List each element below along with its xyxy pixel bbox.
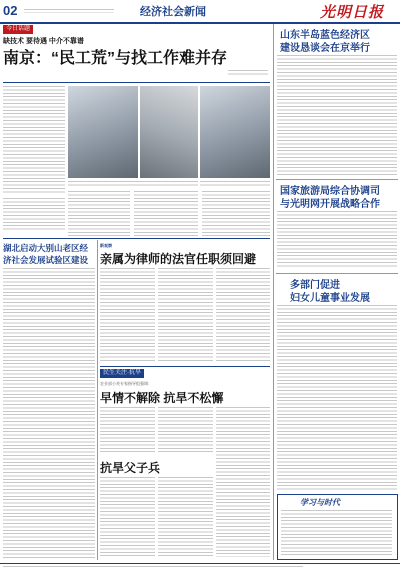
article-text — [277, 305, 397, 490]
section-title: 经济社会新闻 — [140, 6, 206, 18]
center-headline: 亲属为律师的法官任职须回避 — [100, 252, 257, 266]
article-text — [134, 191, 198, 236]
hubei-headline-2: 济社会发展试验区建设 — [3, 255, 89, 265]
drought2-headline: 抗旱父子兵 — [100, 461, 161, 475]
ad-text — [281, 510, 392, 555]
article-text — [277, 211, 397, 269]
byline — [228, 70, 268, 75]
article-text — [158, 268, 213, 362]
story2-headline-1: 国家旅游局综合协调司 — [280, 186, 380, 197]
story2-headline-2: 与光明网开展战略合作 — [280, 199, 380, 210]
article-text — [3, 198, 65, 232]
article-text — [158, 477, 213, 557]
issue-date-line — [24, 9, 114, 13]
story1-headline-1: 山东半岛蓝色经济区 — [280, 30, 370, 41]
photo-caption — [68, 181, 198, 187]
story3-headline-1: 多部门促进 — [290, 280, 340, 291]
ad-title: 学习与时代 — [300, 498, 340, 507]
hubei-headline-1: 湖北启动大别山老区经 — [3, 243, 89, 253]
divider — [276, 179, 398, 180]
divider — [3, 238, 270, 239]
drought-headline: 早情不解除 抗旱不松懈 — [100, 391, 224, 405]
center-kicker: 新观察 — [100, 243, 112, 248]
divider — [276, 273, 398, 274]
top-story-kicker: 缺技术 要待遇 中介不靠谱 — [3, 38, 84, 45]
article-text — [277, 55, 397, 177]
column-divider — [273, 24, 274, 560]
photo-job-fair-2 — [140, 86, 198, 178]
divider — [3, 82, 270, 83]
article-text — [100, 407, 155, 453]
photo-caption — [200, 181, 270, 187]
story1-headline-2: 建设恳谈会在京举行 — [280, 43, 370, 54]
divider — [100, 366, 270, 367]
drought-kicker: 农业部小麦专家指导组强调： — [100, 381, 152, 386]
article-text — [3, 268, 95, 560]
article-text — [100, 477, 155, 557]
story3-headline-2: 妇女儿童事业发展 — [290, 293, 370, 304]
page-number: 02 — [3, 3, 18, 18]
topic-tag: 今日话题 — [3, 25, 33, 34]
photo-recruitment — [200, 86, 270, 178]
article-text — [216, 268, 270, 362]
article-text — [216, 407, 270, 557]
column-divider — [97, 240, 98, 560]
article-text — [202, 191, 270, 236]
paper-name: 光明日报 — [320, 3, 385, 21]
top-story-headline: 南京：“民工荒”与找工作难并存 — [3, 50, 228, 67]
article-text — [158, 407, 213, 453]
drought-tag: 民生关注·抗旱 — [100, 369, 144, 378]
article-text — [68, 191, 130, 236]
photo-job-fair — [68, 86, 138, 178]
article-text — [100, 268, 155, 362]
article-text — [3, 86, 65, 194]
